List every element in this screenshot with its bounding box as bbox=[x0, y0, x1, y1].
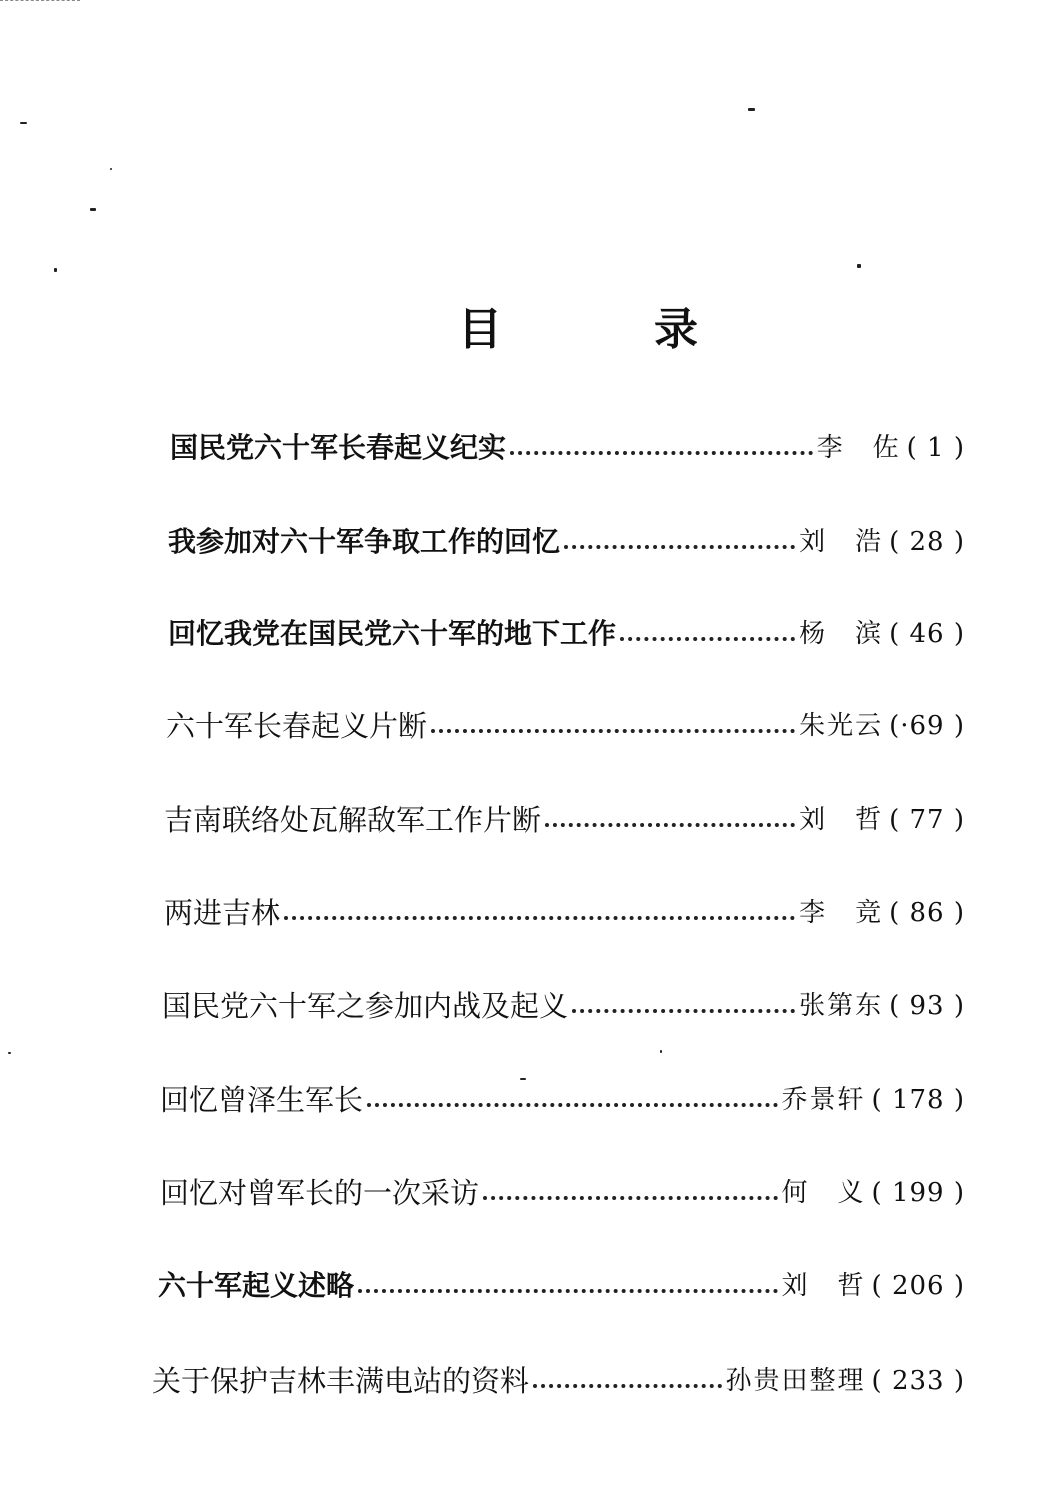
dot-leader bbox=[284, 893, 795, 933]
dot-leader bbox=[367, 1080, 778, 1120]
dot-leader bbox=[533, 1361, 722, 1401]
dot-leader bbox=[510, 428, 813, 468]
entry-title: 国民党六十军长春起义纪实 bbox=[170, 431, 507, 464]
entry-author: 李 竞 bbox=[799, 898, 884, 928]
entry-author: 刘 哲 bbox=[799, 805, 884, 835]
entry-author: 刘 浩 bbox=[799, 527, 884, 557]
dot-leader bbox=[545, 800, 795, 840]
toc-entry[interactable] bbox=[166, 706, 965, 746]
entry-author: 张第东 bbox=[799, 991, 884, 1021]
entry-title: 两进吉林 bbox=[164, 896, 281, 930]
title-char-mu: 目 bbox=[458, 304, 502, 355]
toc-entry[interactable] bbox=[160, 1080, 965, 1120]
dot-leader bbox=[483, 1173, 778, 1213]
entry-author: 李 佐 bbox=[816, 433, 901, 463]
entry-page: ( 199 ) bbox=[871, 1178, 965, 1208]
entry-author: 刘 哲 bbox=[781, 1271, 866, 1301]
toc-entry[interactable] bbox=[164, 893, 965, 933]
entry-page: ( 178 ) bbox=[871, 1085, 965, 1115]
entry-title: 回忆对曾军长的一次采访 bbox=[160, 1176, 480, 1210]
entry-page: ( 86 ) bbox=[889, 898, 965, 928]
toc-entry[interactable] bbox=[164, 800, 965, 840]
dot-leader bbox=[358, 1266, 778, 1306]
dot-leader bbox=[431, 706, 795, 746]
entry-page: ( 233 ) bbox=[871, 1366, 965, 1396]
entry-title: 六十军起义述略 bbox=[158, 1269, 355, 1302]
toc-entry[interactable] bbox=[162, 986, 965, 1026]
toc-entry[interactable] bbox=[152, 1361, 965, 1401]
dot-leader bbox=[564, 522, 795, 562]
dot-leader bbox=[572, 986, 795, 1026]
entry-author: 孙贵田整理 bbox=[725, 1366, 866, 1396]
entry-page: ( 46 ) bbox=[889, 619, 965, 649]
entry-page: (·69 ) bbox=[889, 711, 965, 741]
entry-title: 回忆曾泽生军长 bbox=[160, 1083, 364, 1117]
entry-page: ( 28 ) bbox=[889, 527, 965, 557]
entry-title: 吉南联络处瓦解敌军工作片断 bbox=[164, 803, 542, 837]
entry-page: ( 93 ) bbox=[889, 991, 965, 1021]
entry-author: 杨 滨 bbox=[799, 619, 884, 649]
entry-author: 何 义 bbox=[781, 1178, 866, 1208]
toc-entry[interactable] bbox=[158, 1266, 965, 1306]
entry-title: 关于保护吉林丰满电站的资料 bbox=[152, 1364, 530, 1398]
toc-entry[interactable] bbox=[168, 614, 965, 654]
dot-leader bbox=[620, 614, 795, 654]
toc-entry[interactable] bbox=[170, 428, 965, 468]
entry-page: ( 206 ) bbox=[871, 1271, 965, 1301]
toc-entry[interactable] bbox=[160, 1173, 965, 1213]
entry-title: 回忆我党在国民党六十军的地下工作 bbox=[168, 617, 617, 650]
entry-title: 六十军长春起义片断 bbox=[166, 709, 428, 743]
entry-page: ( 1 ) bbox=[906, 433, 965, 463]
toc-entry[interactable] bbox=[168, 522, 965, 562]
title-char-lu: 录 bbox=[654, 304, 698, 355]
entry-page: ( 77 ) bbox=[889, 805, 965, 835]
entry-author: 乔景轩 bbox=[781, 1085, 866, 1115]
entry-title: 我参加对六十军争取工作的回忆 bbox=[168, 525, 561, 558]
entry-author: 朱光云 bbox=[799, 711, 884, 741]
entry-title: 国民党六十军之参加内战及起义 bbox=[162, 989, 569, 1023]
